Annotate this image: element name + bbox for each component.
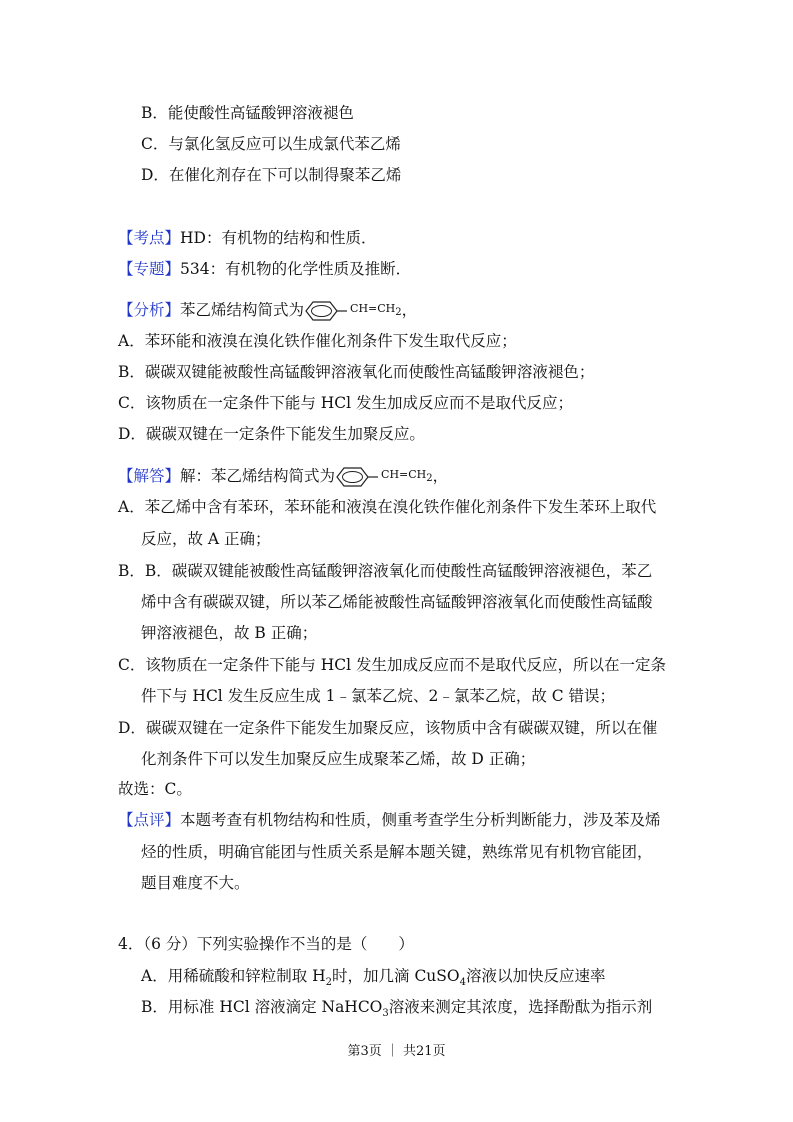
fenxi-point-b: B．碳碳双键能被酸性高锰酸钾溶液氧化而使酸性高锰酸钾溶液褪色； — [118, 363, 595, 381]
fenxi-point-a: A．苯环能和液溴在溴化铁作催化剂条件下发生取代反应； — [118, 332, 517, 350]
kaodian-line — [118, 228, 376, 248]
jieda-text: 解：苯乙烯结构简式为 — [180, 467, 336, 486]
zhuanti-tag: 【专题】 — [118, 260, 181, 278]
dianping-line — [118, 810, 661, 830]
page-footer: 第3页 ｜ 共21页 — [347, 1044, 446, 1059]
jieda-line-4: 烯中含有碳碳双键，所以苯乙烯能被酸性高锰酸钾溶液氧化而使酸性高锰酸 — [141, 593, 653, 611]
fenxi-line — [118, 299, 417, 323]
jieda-line — [118, 465, 448, 489]
fenxi-text: 苯乙烯结构简式为 — [180, 301, 305, 320]
answer-line: 故选：C。 — [118, 780, 192, 798]
zhuanti-text: 534：有机物的化学性质及推断． — [180, 260, 412, 278]
option-c: C．与氯化氢反应可以生成氯代苯乙烯 — [141, 135, 401, 153]
q4-option-a: A．用稀硫酸和锌粒制取 $H_2$时，加几滴 CuSO$_4$溶液以加快反应速率 — [141, 967, 606, 989]
styrene-structure — [304, 299, 402, 323]
benzene-ring-icon — [335, 466, 379, 488]
fenxi-after: ， — [401, 301, 418, 320]
jieda-line-3: B．B．碳碳双键能被酸性高锰酸钾溶液氧化而使酸性高锰酸钾溶液褪色，苯乙 — [118, 562, 653, 580]
q4-stem: 4．（6 分）下列实验操作不当的是（ ） — [118, 935, 414, 953]
vinyl-label: $CH=CH_2$ — [350, 302, 402, 319]
jieda-line-7: 件下与 HCl 发生反应生成 1﹣氯苯乙烷、2﹣氯苯乙烷，故 C 错误； — [141, 687, 616, 705]
vinyl-label: $CH=CH_2$ — [381, 468, 433, 485]
jieda-line-5: 钾溶液褪色，故 B 正确； — [141, 624, 318, 642]
jieda-line-8: D．碳碳双键在一定条件下能发生加聚反应，该物质中含有碳碳双键，所以在催 — [118, 719, 658, 737]
benzene-ring-icon — [304, 300, 348, 322]
jieda-line-2: 反应，故 A 正确； — [141, 530, 271, 548]
jieda-tag: 【解答】 — [118, 467, 181, 486]
jieda-line-6: C．该物质在一定条件下能与 HCl 发生加成反应而不是取代反应，所以在一定条 — [118, 656, 667, 674]
jieda-line-1: A．苯乙烯中含有苯环，苯环能和液溴在溴化铁作催化剂条件下发生苯环上取代 — [118, 498, 657, 516]
kaodian-text: HD：有机物的结构和性质． — [180, 229, 377, 247]
fenxi-tag: 【分析】 — [118, 301, 181, 320]
jieda-line-9: 化剂条件下可以发生加聚反应生成聚苯乙烯，故 D 正确； — [141, 750, 536, 768]
styrene-structure — [335, 465, 433, 489]
kaodian-tag: 【考点】 — [118, 229, 181, 247]
dianping-text-3: 题目难度不大。 — [141, 874, 250, 892]
fenxi-point-d: D．碳碳双键在一定条件下能发生加聚反应。 — [118, 425, 425, 443]
dianping-text-1: 本题考查有机物结构和性质，侧重考查学生分析判断能力，涉及苯及烯 — [180, 811, 661, 829]
option-b: B．能使酸性高锰酸钾溶液褪色 — [141, 104, 354, 122]
fenxi-point-c: C．该物质在一定条件下能与 HCl 发生加成反应而不是取代反应； — [118, 394, 574, 412]
dianping-text-2: 烃的性质，明确官能团与性质关系是解本题关键，熟练常见有机物官能团， — [141, 843, 653, 861]
q4-option-b: B．用标准 HCl 溶液滴定 NaHCO$_3$溶液来测定其浓度，选择酚酞为指示剂 — [141, 998, 653, 1020]
jieda-after: ， — [432, 467, 449, 486]
zhuanti-line — [118, 259, 411, 279]
dianping-tag: 【点评】 — [118, 811, 181, 829]
option-d: D．在催化剂存在下可以制得聚苯乙烯 — [141, 166, 402, 184]
